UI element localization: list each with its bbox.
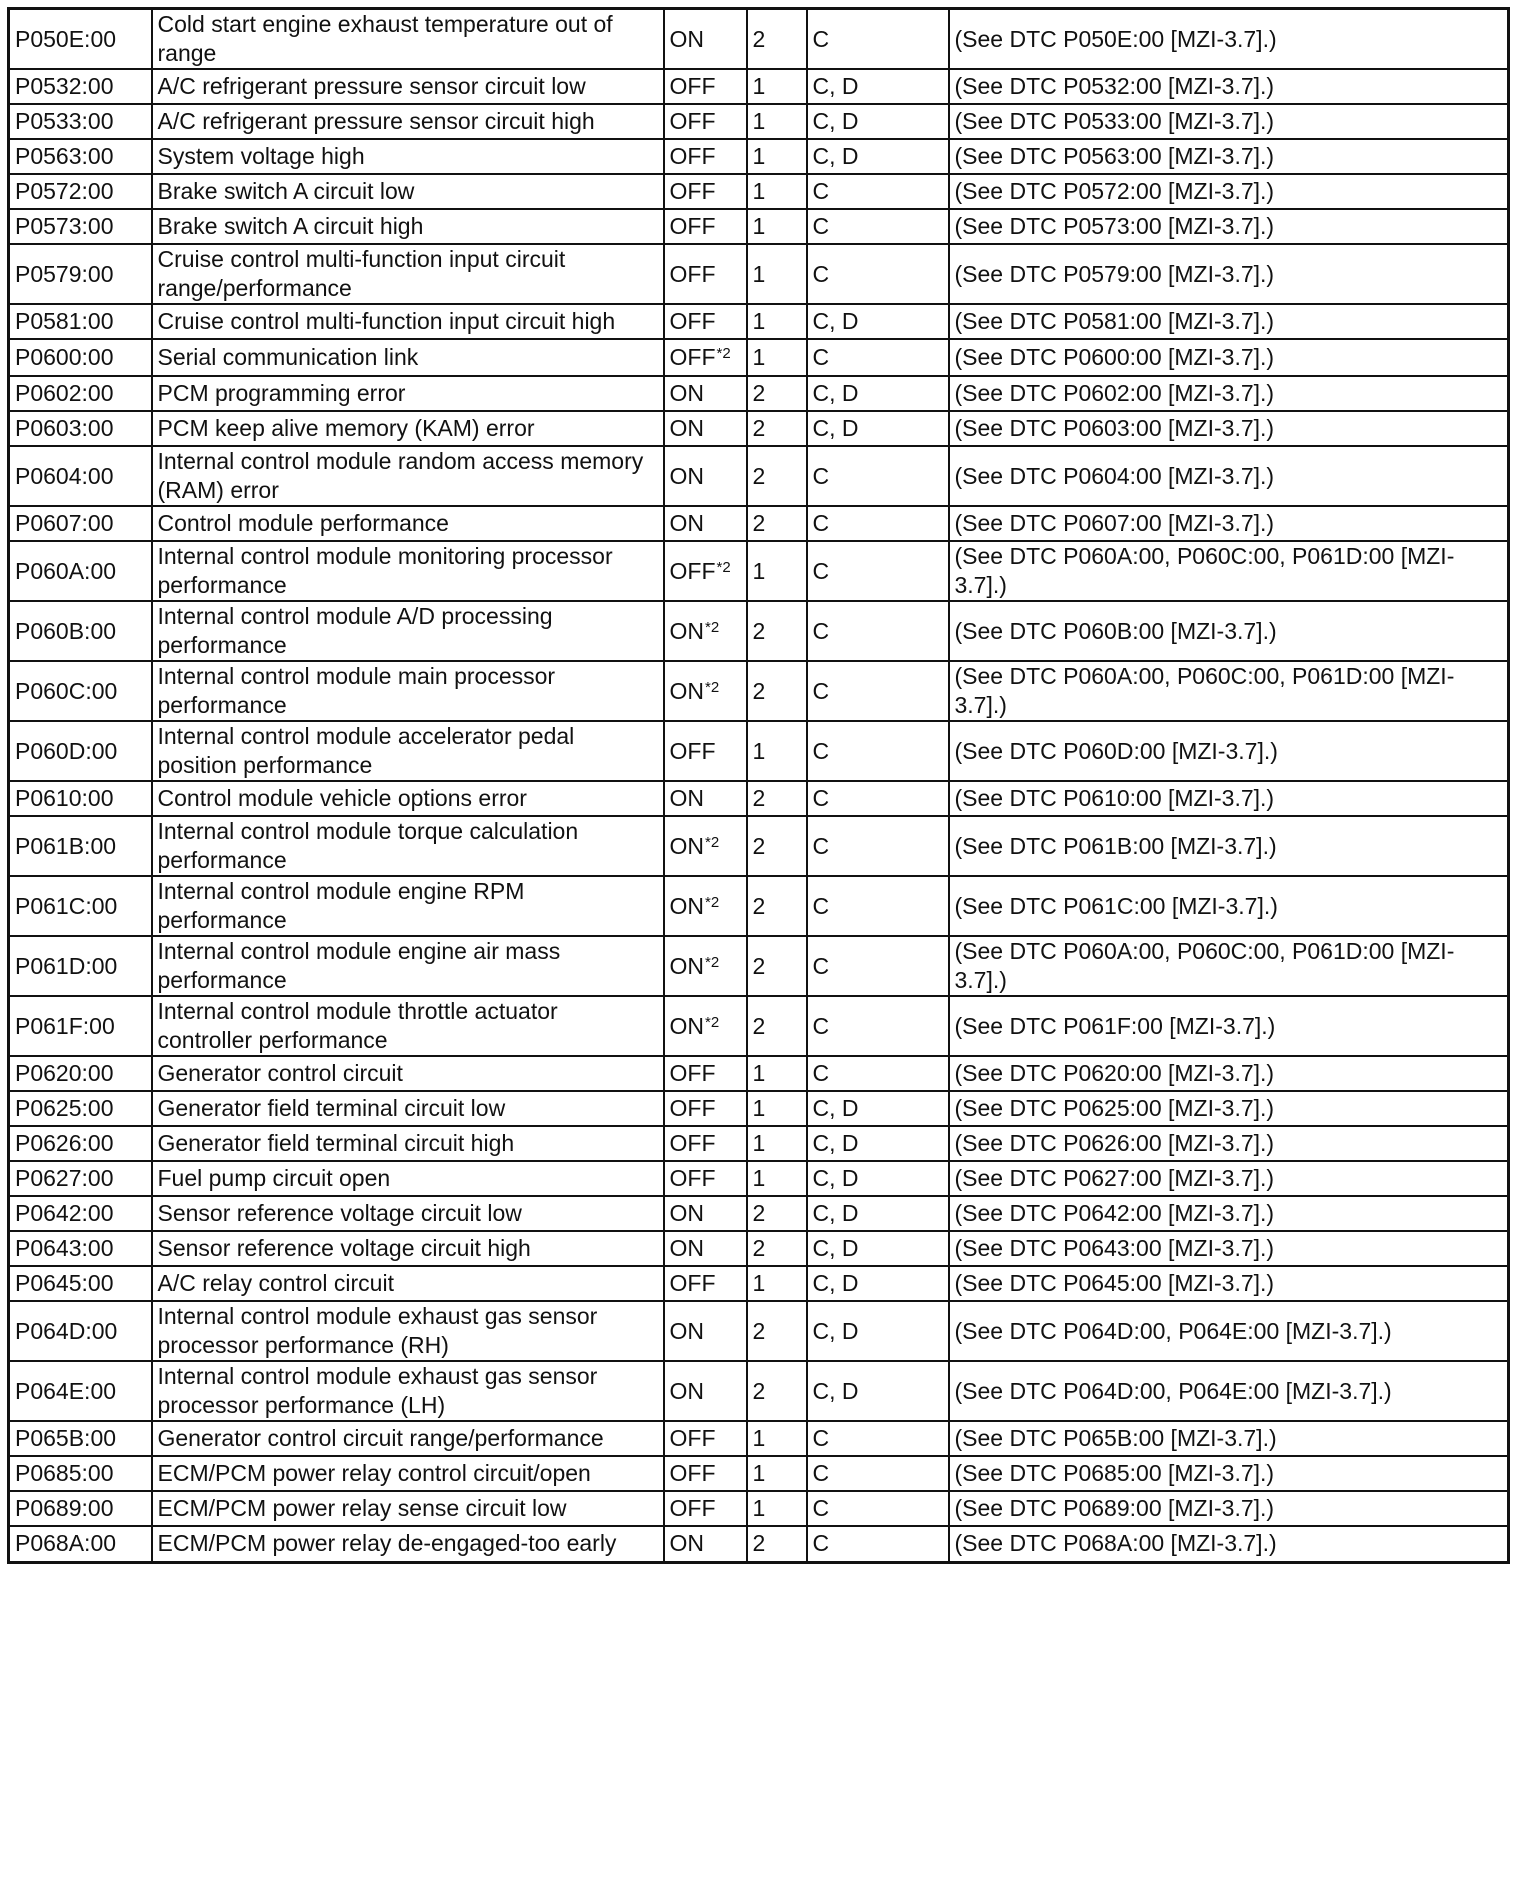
- dtc-code-cell: P068A:00: [9, 1526, 152, 1562]
- mil-status: OFF: [669, 1165, 716, 1191]
- drive-cycle-cell: 2: [747, 876, 807, 936]
- mil-status-cell: [664, 1161, 747, 1196]
- monitor-item-cell: C, D: [807, 104, 949, 139]
- mil-status: ON: [669, 25, 704, 52]
- description-cell: Cruise control multi-function input circuit range/performance: [152, 244, 664, 304]
- reference-cell: (See DTC P0610:00 [MZI-3.7].): [949, 781, 1509, 816]
- drive-cycle-cell: 1: [747, 69, 807, 104]
- description-cell: Control module performance: [152, 506, 664, 541]
- mil-status-cell: [664, 244, 747, 304]
- reference-cell: (See DTC P060B:00 [MZI-3.7].): [949, 601, 1509, 661]
- monitor-item-cell: C: [807, 1056, 949, 1091]
- monitor-item-cell: C: [807, 1491, 949, 1526]
- reference-cell: (See DTC P065B:00 [MZI-3.7].): [949, 1421, 1509, 1456]
- monitor-item-cell: C: [807, 174, 949, 209]
- description-cell: Sensor reference voltage circuit high: [152, 1231, 664, 1266]
- table-row: [9, 1456, 1509, 1491]
- footnote-marker: *2: [716, 558, 731, 576]
- mil-status: OFF: [669, 1425, 716, 1451]
- monitor-item-cell: C, D: [807, 376, 949, 411]
- mil-status: ON: [669, 1377, 704, 1404]
- dtc-code-cell: P0572:00: [9, 174, 152, 209]
- monitor-item-cell: C: [807, 339, 949, 376]
- monitor-item-cell: C, D: [807, 304, 949, 339]
- reference-cell: (See DTC P061B:00 [MZI-3.7].): [949, 816, 1509, 876]
- mil-status-cell: [664, 541, 747, 601]
- drive-cycle-cell: 2: [747, 601, 807, 661]
- drive-cycle-cell: 2: [747, 1301, 807, 1361]
- monitor-item-cell: C: [807, 1456, 949, 1491]
- dtc-code-cell: P0643:00: [9, 1231, 152, 1266]
- description-cell: Internal control module exhaust gas sensor processor performance (RH): [152, 1301, 664, 1361]
- table-row: [9, 876, 1509, 936]
- table-row: [9, 1161, 1509, 1196]
- dtc-code-cell: P0573:00: [9, 209, 152, 244]
- monitor-item-cell: C: [807, 209, 949, 244]
- description-cell: Fuel pump circuit open: [152, 1161, 664, 1196]
- mil-status: OFF: [669, 557, 716, 584]
- drive-cycle-cell: 1: [747, 721, 807, 781]
- dtc-code-cell: P0563:00: [9, 139, 152, 174]
- description-cell: Internal control module engine air mass performance: [152, 936, 664, 996]
- dtc-code-cell: P0689:00: [9, 1491, 152, 1526]
- drive-cycle-cell: 2: [747, 816, 807, 876]
- monitor-item-cell: C: [807, 244, 949, 304]
- monitor-item-cell: C: [807, 876, 949, 936]
- table-row: [9, 339, 1509, 376]
- mil-status: ON: [669, 785, 704, 811]
- mil-status: ON: [669, 832, 704, 859]
- table-row: [9, 304, 1509, 339]
- mil-status-cell: [664, 1196, 747, 1231]
- drive-cycle-cell: 1: [747, 304, 807, 339]
- mil-status: ON: [669, 677, 704, 704]
- reference-cell: (See DTC P060A:00, P060C:00, P061D:00 [MZI-3.7].): [949, 661, 1509, 721]
- reference-cell: (See DTC P0581:00 [MZI-3.7].): [949, 304, 1509, 339]
- mil-status-cell: [664, 1301, 747, 1361]
- monitor-item-cell: C: [807, 601, 949, 661]
- mil-status-cell: [664, 9, 747, 70]
- mil-status-cell: [664, 1456, 747, 1491]
- description-cell: A/C refrigerant pressure sensor circuit low: [152, 69, 664, 104]
- reference-cell: (See DTC P0627:00 [MZI-3.7].): [949, 1161, 1509, 1196]
- mil-status-cell: [664, 339, 747, 376]
- reference-cell: (See DTC P0572:00 [MZI-3.7].): [949, 174, 1509, 209]
- reference-cell: (See DTC P0685:00 [MZI-3.7].): [949, 1456, 1509, 1491]
- footnote-marker: *2: [705, 953, 720, 971]
- table-row: [9, 9, 1509, 70]
- dtc-code-cell: P0533:00: [9, 104, 152, 139]
- description-cell: Internal control module torque calculation performance: [152, 816, 664, 876]
- description-cell: A/C relay control circuit: [152, 1266, 664, 1301]
- dtc-table-body: [9, 9, 1509, 1563]
- table-row: [9, 376, 1509, 411]
- drive-cycle-cell: 2: [747, 376, 807, 411]
- mil-status: OFF: [669, 178, 716, 204]
- reference-cell: (See DTC P064D:00, P064E:00 [MZI-3.7].): [949, 1301, 1509, 1361]
- reference-cell: (See DTC P0563:00 [MZI-3.7].): [949, 139, 1509, 174]
- table-row: [9, 1421, 1509, 1456]
- drive-cycle-cell: 2: [747, 9, 807, 70]
- reference-cell: (See DTC P060A:00, P060C:00, P061D:00 [MZI-3.7].): [949, 541, 1509, 601]
- description-cell: Internal control module monitoring processor performance: [152, 541, 664, 601]
- mil-status: OFF: [669, 260, 716, 287]
- drive-cycle-cell: 2: [747, 996, 807, 1056]
- description-cell: ECM/PCM power relay control circuit/open: [152, 1456, 664, 1491]
- table-row: [9, 1231, 1509, 1266]
- mil-status: OFF: [669, 1460, 716, 1486]
- drive-cycle-cell: 2: [747, 506, 807, 541]
- monitor-item-cell: C, D: [807, 1361, 949, 1421]
- description-cell: Generator control circuit: [152, 1056, 664, 1091]
- mil-status-cell: [664, 816, 747, 876]
- description-cell: Serial communication link: [152, 339, 664, 376]
- mil-status-cell: [664, 1421, 747, 1456]
- description-cell: Internal control module main processor performance: [152, 661, 664, 721]
- dtc-code-cell: P060A:00: [9, 541, 152, 601]
- dtc-code-cell: P060B:00: [9, 601, 152, 661]
- footnote-marker: *2: [716, 345, 731, 362]
- mil-status-cell: [664, 781, 747, 816]
- mil-status: OFF: [669, 1060, 716, 1086]
- dtc-code-cell: P0603:00: [9, 411, 152, 446]
- table-row: [9, 721, 1509, 781]
- mil-status: ON: [669, 1200, 704, 1226]
- monitor-item-cell: C: [807, 9, 949, 70]
- reference-cell: (See DTC P0625:00 [MZI-3.7].): [949, 1091, 1509, 1126]
- dtc-code-cell: P061D:00: [9, 936, 152, 996]
- dtc-code-cell: P0602:00: [9, 376, 152, 411]
- monitor-item-cell: C: [807, 721, 949, 781]
- reference-cell: (See DTC P0626:00 [MZI-3.7].): [949, 1126, 1509, 1161]
- reference-cell: (See DTC P0573:00 [MZI-3.7].): [949, 209, 1509, 244]
- footnote-marker: *2: [705, 678, 720, 696]
- table-row: [9, 139, 1509, 174]
- footnote-marker: *2: [705, 833, 720, 851]
- reference-cell: (See DTC P060D:00 [MZI-3.7].): [949, 721, 1509, 781]
- monitor-item-cell: C, D: [807, 139, 949, 174]
- drive-cycle-cell: 1: [747, 339, 807, 376]
- drive-cycle-cell: 2: [747, 446, 807, 506]
- drive-cycle-cell: 1: [747, 1126, 807, 1161]
- description-cell: Internal control module random access memory (RAM) error: [152, 446, 664, 506]
- table-row: [9, 601, 1509, 661]
- drive-cycle-cell: 2: [747, 1526, 807, 1562]
- table-row: [9, 1491, 1509, 1526]
- reference-cell: (See DTC P0604:00 [MZI-3.7].): [949, 446, 1509, 506]
- description-cell: Brake switch A circuit high: [152, 209, 664, 244]
- drive-cycle-cell: 2: [747, 1361, 807, 1421]
- monitor-item-cell: C: [807, 816, 949, 876]
- drive-cycle-cell: 1: [747, 1056, 807, 1091]
- mil-status: OFF: [669, 1270, 716, 1296]
- mil-status: ON: [669, 1530, 704, 1557]
- dtc-code-cell: P064D:00: [9, 1301, 152, 1361]
- mil-status-cell: [664, 411, 747, 446]
- drive-cycle-cell: 1: [747, 174, 807, 209]
- reference-cell: (See DTC P0620:00 [MZI-3.7].): [949, 1056, 1509, 1091]
- dtc-table: [7, 7, 1510, 1564]
- monitor-item-cell: C, D: [807, 1161, 949, 1196]
- mil-status-cell: [664, 1266, 747, 1301]
- drive-cycle-cell: 1: [747, 1421, 807, 1456]
- reference-cell: (See DTC P0645:00 [MZI-3.7].): [949, 1266, 1509, 1301]
- dtc-code-cell: P0627:00: [9, 1161, 152, 1196]
- monitor-item-cell: C, D: [807, 1301, 949, 1361]
- mil-status-cell: [664, 1126, 747, 1161]
- mil-status-cell: [664, 1361, 747, 1421]
- mil-status-cell: [664, 506, 747, 541]
- mil-status: ON: [669, 415, 704, 441]
- table-row: [9, 816, 1509, 876]
- reference-cell: (See DTC P0642:00 [MZI-3.7].): [949, 1196, 1509, 1231]
- description-cell: Internal control module accelerator pedal position performance: [152, 721, 664, 781]
- drive-cycle-cell: 1: [747, 1491, 807, 1526]
- table-row: [9, 174, 1509, 209]
- dtc-table-container: [7, 7, 1510, 1564]
- footnote-marker: *2: [705, 893, 720, 911]
- reference-cell: (See DTC P0600:00 [MZI-3.7].): [949, 339, 1509, 376]
- drive-cycle-cell: 1: [747, 541, 807, 601]
- mil-status-cell: [664, 304, 747, 339]
- dtc-code-cell: P0642:00: [9, 1196, 152, 1231]
- monitor-item-cell: C, D: [807, 1126, 949, 1161]
- mil-status-cell: [664, 996, 747, 1056]
- mil-status-cell: [664, 876, 747, 936]
- mil-status: OFF: [669, 308, 716, 334]
- dtc-code-cell: P061B:00: [9, 816, 152, 876]
- dtc-code-cell: P0607:00: [9, 506, 152, 541]
- table-row: [9, 1266, 1509, 1301]
- monitor-item-cell: C: [807, 1421, 949, 1456]
- table-row: [9, 104, 1509, 139]
- table-row: [9, 1526, 1509, 1562]
- mil-status: OFF: [669, 737, 716, 764]
- monitor-item-cell: C: [807, 996, 949, 1056]
- mil-status-cell: [664, 936, 747, 996]
- reference-cell: (See DTC P061F:00 [MZI-3.7].): [949, 996, 1509, 1056]
- table-row: [9, 1091, 1509, 1126]
- table-row: [9, 1361, 1509, 1421]
- drive-cycle-cell: 2: [747, 411, 807, 446]
- dtc-code-cell: P065B:00: [9, 1421, 152, 1456]
- dtc-code-cell: P060C:00: [9, 661, 152, 721]
- table-row: [9, 661, 1509, 721]
- mil-status: ON: [669, 1012, 704, 1039]
- mil-status-cell: [664, 1056, 747, 1091]
- monitor-item-cell: C: [807, 936, 949, 996]
- drive-cycle-cell: 2: [747, 936, 807, 996]
- reference-cell: (See DTC P0533:00 [MZI-3.7].): [949, 104, 1509, 139]
- mil-status-cell: [664, 69, 747, 104]
- drive-cycle-cell: 2: [747, 1196, 807, 1231]
- table-row: [9, 781, 1509, 816]
- drive-cycle-cell: 1: [747, 1266, 807, 1301]
- drive-cycle-cell: 2: [747, 661, 807, 721]
- dtc-code-cell: P0620:00: [9, 1056, 152, 1091]
- description-cell: PCM keep alive memory (KAM) error: [152, 411, 664, 446]
- monitor-item-cell: C, D: [807, 1091, 949, 1126]
- dtc-code-cell: P0645:00: [9, 1266, 152, 1301]
- reference-cell: (See DTC P068A:00 [MZI-3.7].): [949, 1526, 1509, 1562]
- table-row: [9, 506, 1509, 541]
- dtc-code-cell: P0581:00: [9, 304, 152, 339]
- monitor-item-cell: C, D: [807, 411, 949, 446]
- monitor-item-cell: C: [807, 446, 949, 506]
- dtc-code-cell: P0610:00: [9, 781, 152, 816]
- reference-cell: (See DTC P0607:00 [MZI-3.7].): [949, 506, 1509, 541]
- table-row: [9, 209, 1509, 244]
- footnote-marker: *2: [705, 618, 720, 636]
- drive-cycle-cell: 1: [747, 1161, 807, 1196]
- mil-status-cell: [664, 721, 747, 781]
- drive-cycle-cell: 2: [747, 781, 807, 816]
- dtc-code-cell: P0579:00: [9, 244, 152, 304]
- description-cell: Internal control module engine RPM performance: [152, 876, 664, 936]
- description-cell: Sensor reference voltage circuit low: [152, 1196, 664, 1231]
- drive-cycle-cell: 1: [747, 1091, 807, 1126]
- mil-status: ON: [669, 1317, 704, 1344]
- dtc-code-cell: P061F:00: [9, 996, 152, 1056]
- description-cell: Internal control module throttle actuator controller performance: [152, 996, 664, 1056]
- description-cell: Internal control module A/D processing performance: [152, 601, 664, 661]
- reference-cell: (See DTC P064D:00, P064E:00 [MZI-3.7].): [949, 1361, 1509, 1421]
- dtc-code-cell: P0626:00: [9, 1126, 152, 1161]
- description-cell: Generator field terminal circuit high: [152, 1126, 664, 1161]
- mil-status: OFF: [669, 143, 716, 169]
- dtc-code-cell: P0604:00: [9, 446, 152, 506]
- description-cell: Cruise control multi-function input circuit high: [152, 304, 664, 339]
- reference-cell: (See DTC P0603:00 [MZI-3.7].): [949, 411, 1509, 446]
- monitor-item-cell: C: [807, 506, 949, 541]
- mil-status-cell: [664, 1091, 747, 1126]
- reference-cell: (See DTC P061C:00 [MZI-3.7].): [949, 876, 1509, 936]
- dtc-code-cell: P064E:00: [9, 1361, 152, 1421]
- mil-status-cell: [664, 139, 747, 174]
- table-row: [9, 1301, 1509, 1361]
- table-row: [9, 1056, 1509, 1091]
- mil-status-cell: [664, 209, 747, 244]
- footnote-marker: *2: [705, 1013, 720, 1031]
- mil-status: ON: [669, 892, 704, 919]
- dtc-code-cell: P0625:00: [9, 1091, 152, 1126]
- table-row: [9, 936, 1509, 996]
- reference-cell: (See DTC P0602:00 [MZI-3.7].): [949, 376, 1509, 411]
- description-cell: PCM programming error: [152, 376, 664, 411]
- mil-status-cell: [664, 446, 747, 506]
- description-cell: ECM/PCM power relay de-engaged-too early: [152, 1526, 664, 1562]
- mil-status-cell: [664, 104, 747, 139]
- dtc-code-cell: P050E:00: [9, 9, 152, 70]
- description-cell: Cold start engine exhaust temperature out of range: [152, 9, 664, 70]
- description-cell: Brake switch A circuit low: [152, 174, 664, 209]
- mil-status-cell: [664, 601, 747, 661]
- mil-status: OFF: [669, 1130, 716, 1156]
- dtc-code-cell: P060D:00: [9, 721, 152, 781]
- reference-cell: (See DTC P0643:00 [MZI-3.7].): [949, 1231, 1509, 1266]
- mil-status: OFF: [669, 1095, 716, 1121]
- drive-cycle-cell: 1: [747, 1456, 807, 1491]
- reference-cell: (See DTC P0532:00 [MZI-3.7].): [949, 69, 1509, 104]
- drive-cycle-cell: 1: [747, 209, 807, 244]
- monitor-item-cell: C: [807, 781, 949, 816]
- reference-cell: (See DTC P0689:00 [MZI-3.7].): [949, 1491, 1509, 1526]
- mil-status: ON: [669, 952, 704, 979]
- mil-status-cell: [664, 1231, 747, 1266]
- reference-cell: (See DTC P060A:00, P060C:00, P061D:00 [MZI-3.7].): [949, 936, 1509, 996]
- dtc-code-cell: P0600:00: [9, 339, 152, 376]
- table-row: [9, 244, 1509, 304]
- mil-status: OFF: [669, 108, 716, 134]
- mil-status: ON: [669, 462, 704, 489]
- mil-status: OFF: [669, 213, 716, 239]
- description-cell: Generator control circuit range/performance: [152, 1421, 664, 1456]
- monitor-item-cell: C, D: [807, 69, 949, 104]
- mil-status: OFF: [669, 1495, 716, 1521]
- description-cell: A/C refrigerant pressure sensor circuit high: [152, 104, 664, 139]
- table-row: [9, 996, 1509, 1056]
- description-cell: Control module vehicle options error: [152, 781, 664, 816]
- description-cell: Internal control module exhaust gas sensor processor performance (LH): [152, 1361, 664, 1421]
- dtc-code-cell: P061C:00: [9, 876, 152, 936]
- description-cell: System voltage high: [152, 139, 664, 174]
- description-cell: ECM/PCM power relay sense circuit low: [152, 1491, 664, 1526]
- mil-status: ON: [669, 617, 704, 644]
- mil-status: ON: [669, 380, 704, 406]
- mil-status-cell: [664, 174, 747, 209]
- mil-status: OFF: [669, 344, 716, 370]
- table-row: [9, 1126, 1509, 1161]
- mil-status-cell: [664, 1491, 747, 1526]
- reference-cell: (See DTC P050E:00 [MZI-3.7].): [949, 9, 1509, 70]
- drive-cycle-cell: 1: [747, 139, 807, 174]
- table-row: [9, 411, 1509, 446]
- monitor-item-cell: C, D: [807, 1231, 949, 1266]
- mil-status-cell: [664, 661, 747, 721]
- mil-status: ON: [669, 1235, 704, 1261]
- monitor-item-cell: C, D: [807, 1196, 949, 1231]
- monitor-item-cell: C, D: [807, 1266, 949, 1301]
- monitor-item-cell: C: [807, 1526, 949, 1562]
- mil-status-cell: [664, 376, 747, 411]
- dtc-code-cell: P0685:00: [9, 1456, 152, 1491]
- monitor-item-cell: C: [807, 541, 949, 601]
- dtc-code-cell: P0532:00: [9, 69, 152, 104]
- drive-cycle-cell: 1: [747, 104, 807, 139]
- drive-cycle-cell: 1: [747, 244, 807, 304]
- table-row: [9, 1196, 1509, 1231]
- mil-status: ON: [669, 510, 704, 536]
- table-row: [9, 69, 1509, 104]
- mil-status: OFF: [669, 73, 716, 99]
- reference-cell: (See DTC P0579:00 [MZI-3.7].): [949, 244, 1509, 304]
- mil-status-cell: [664, 1526, 747, 1562]
- monitor-item-cell: C: [807, 661, 949, 721]
- drive-cycle-cell: 2: [747, 1231, 807, 1266]
- description-cell: Generator field terminal circuit low: [152, 1091, 664, 1126]
- table-row: [9, 446, 1509, 506]
- table-row: [9, 541, 1509, 601]
